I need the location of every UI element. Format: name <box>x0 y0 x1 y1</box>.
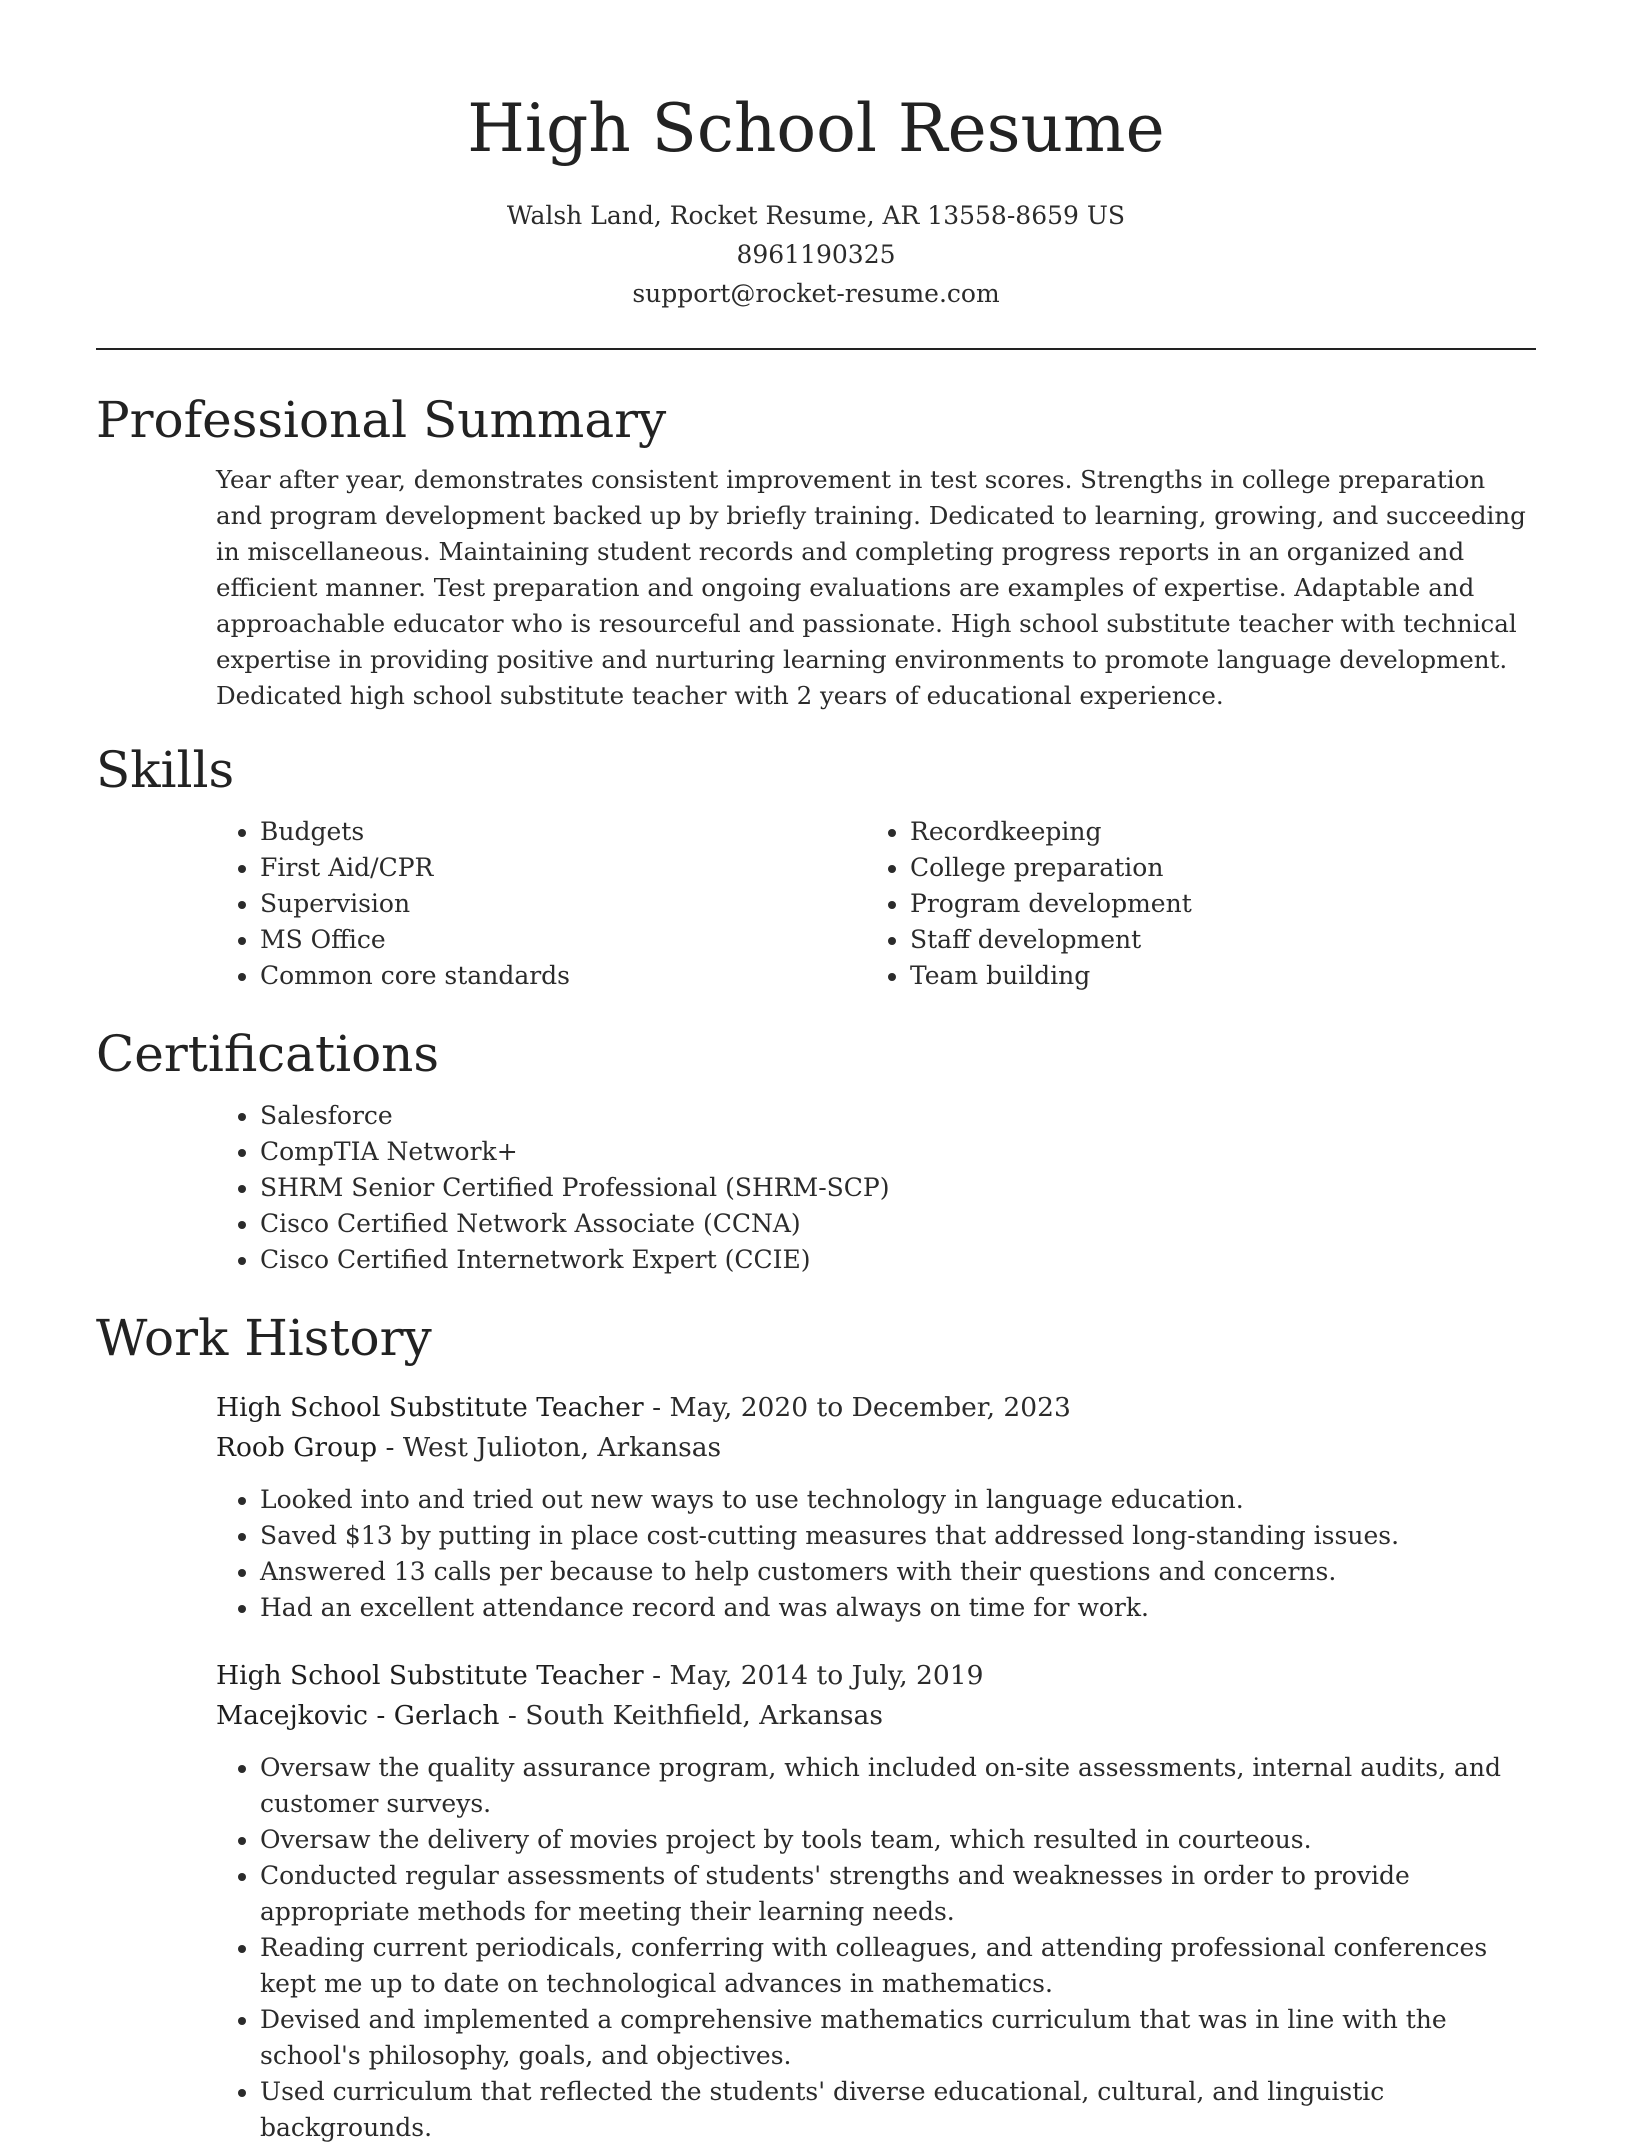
work-history-heading: Work History <box>96 1309 432 1367</box>
job-bullet: • Had an excellent attendance record and was always on time for work. <box>260 1590 1536 1626</box>
job-bullet: • Oversaw the quality assurance program, which included on-site assessments, internal audits, and customer surveys. <box>260 1750 1536 1822</box>
work-history-section <box>96 1306 1536 2146</box>
job-bullet: • Answered 13 calls per because to help customers with their questions and concerns. <box>260 1554 1536 1590</box>
skills-list-left <box>96 814 746 994</box>
skills-grid <box>96 814 1536 994</box>
address-text: Walsh Land, Rocket Resume, AR 13558-8659 US <box>506 201 1126 230</box>
job-entry <box>216 1388 1536 1626</box>
summary-section <box>96 388 1536 714</box>
skill-item: • Supervision <box>260 886 746 922</box>
header-divider <box>96 348 1536 350</box>
job-bullets <box>216 1750 1536 2146</box>
job-bullet: • Devised and implemented a comprehensive mathematics curriculum that was in line with the school's philosophy, goals, and objectives. <box>260 2002 1536 2074</box>
skills-heading: Skills <box>96 741 235 799</box>
resume-name: High School Resume <box>467 90 1165 167</box>
job-bullets <box>216 1482 1536 1626</box>
contact-block <box>96 196 1536 313</box>
job-bullet: • Reading current periodicals, conferring with colleagues, and attending professional conferences kept me up to date on technological advances in mathematics. <box>260 1930 1536 2002</box>
job-role: High School Substitute Teacher <box>216 1660 644 1691</box>
skills-list-right <box>746 814 1530 994</box>
job-role: High School Substitute Teacher <box>216 1392 644 1423</box>
skill-item: • Recordkeeping <box>910 814 1530 850</box>
resume-page <box>96 0 1536 2146</box>
job-bullet: • Saved $13 by putting in place cost-cutting measures that addressed long-standing issues. <box>260 1518 1536 1554</box>
skills-section <box>96 738 1536 994</box>
job-entry <box>216 1656 1536 2146</box>
job-title-line <box>216 1656 1536 1696</box>
job-dates: - May, 2020 to December, 2023 <box>643 1392 1071 1423</box>
job-bullet: • Looked into and tried out new ways to use technology in language education. <box>260 1482 1536 1518</box>
job-bullet: • Conducted regular assessments of students' strengths and weaknesses in order to provide appropriate methods for meeting their learning needs. <box>260 1858 1536 1930</box>
job-company-line <box>216 1696 1536 1736</box>
skill-item: • Team building <box>910 958 1530 994</box>
summary-text: Year after year, demonstrates consistent improvement in test scores. Strengths in college preparation and program development backed up by briefly training. Dedicated to learning, growing, and succeeding in miscellaneous. Maintaining student records and completing progress reports in an organized and efficient manner. Test preparation and ongoing evaluations are examples of expertise. Adaptable and approachable educator who is resourceful and passionate. High school substitute teacher with technical expertise in providing positive and nurturing learning environments to promote language development. Dedicated high school substitute teacher with 2 years of educational experience. <box>216 465 1526 710</box>
skill-item: • Program development <box>910 886 1530 922</box>
certifications-list <box>96 1098 1536 1278</box>
skill-item: • MS Office <box>260 922 746 958</box>
skill-item: • Budgets <box>260 814 746 850</box>
job-company: Macejkovic - Gerlach <box>216 1700 500 1731</box>
certification-item: • Cisco Certified Network Associate (CCNA) <box>260 1206 1536 1242</box>
summary-heading: Professional Summary <box>96 391 667 449</box>
job-location: - South Keithfield, Arkansas <box>499 1700 883 1731</box>
certification-item: • SHRM Senior Certified Professional (SHRM-SCP) <box>260 1170 1536 1206</box>
skill-item: • College preparation <box>910 850 1530 886</box>
certification-item: • CompTIA Network+ <box>260 1134 1536 1170</box>
certifications-section <box>96 1022 1536 1278</box>
job-company: Roob Group <box>216 1432 378 1463</box>
job-bullet: • Oversaw the delivery of movies project by tools team, which resulted in courteous. <box>260 1822 1536 1858</box>
skill-item: • Common core standards <box>260 958 746 994</box>
resume-header <box>96 0 1536 313</box>
email-text: support@rocket-resume.com <box>632 279 1000 308</box>
certification-item: • Cisco Certified Internetwork Expert (CCIE) <box>260 1242 1536 1278</box>
phone-text: 8961190325 <box>736 240 896 269</box>
certifications-heading: Certifications <box>96 1025 440 1083</box>
skill-item: • Staff development <box>910 922 1530 958</box>
certification-item: • Salesforce <box>260 1098 1536 1134</box>
job-title-line <box>216 1388 1536 1428</box>
skill-item: • First Aid/CPR <box>260 850 746 886</box>
job-dates: - May, 2014 to July, 2019 <box>643 1660 984 1691</box>
job-location: - West Julioton, Arkansas <box>377 1432 722 1463</box>
job-company-line <box>216 1428 1536 1468</box>
job-bullet: • Used curriculum that reflected the students' diverse educational, cultural, and linguistic backgrounds. <box>260 2074 1536 2146</box>
